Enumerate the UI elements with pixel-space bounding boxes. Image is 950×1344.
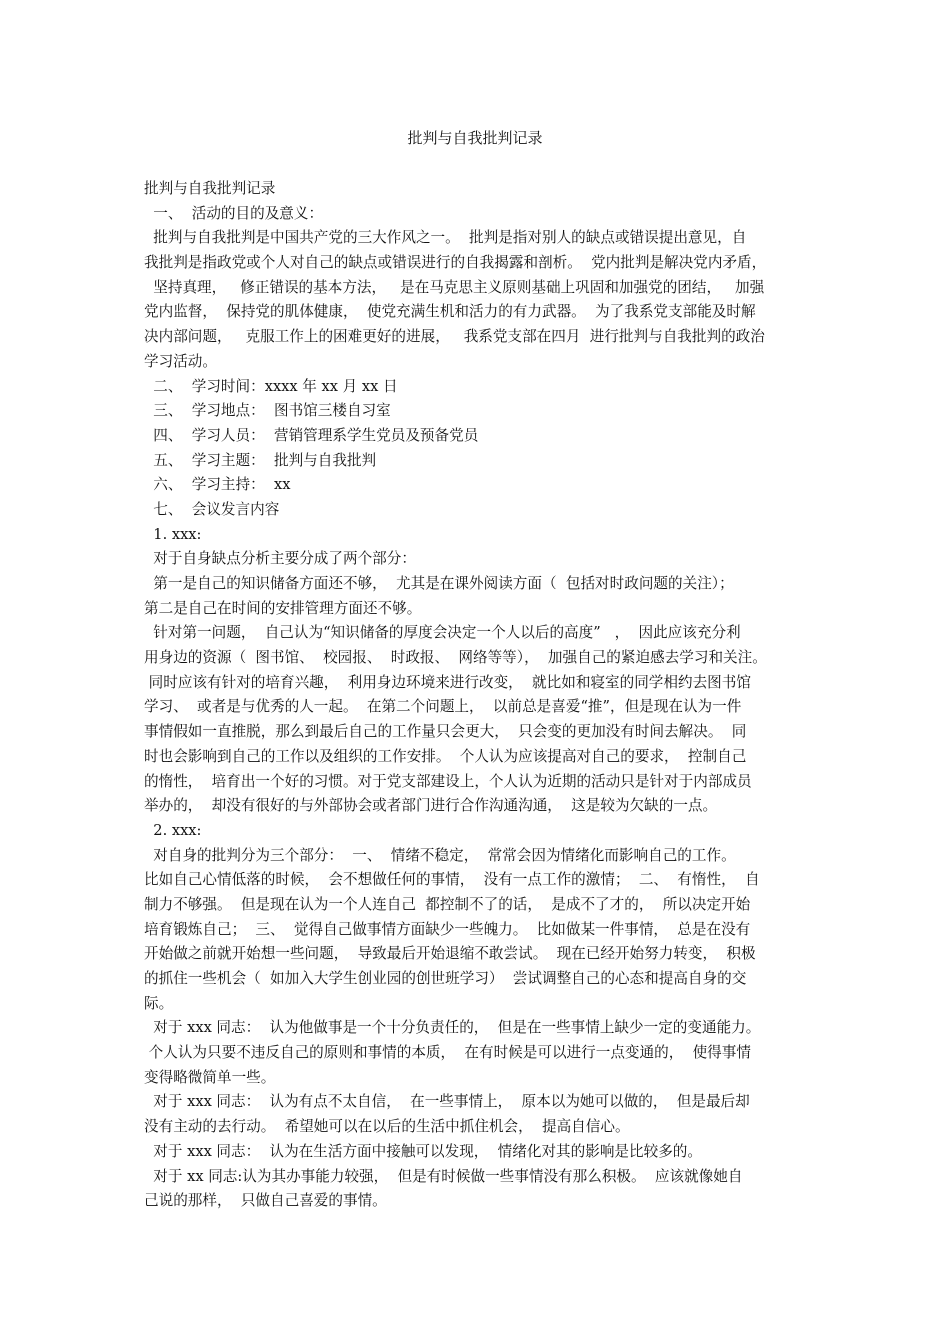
text-line: 第二是自己在时间的安排管理方面还不够。	[144, 599, 422, 617]
text-line: 比如自己心情低落的时候， 会不想做任何的事情， 没有一点工作的激情； 二、 有惰性， 自	[144, 871, 760, 889]
text-line: 同时应该有针对的培育兴趣， 利用身边环境来进行改变， 就比如和寝室的同学相约去图书馆	[144, 673, 751, 691]
text-line: 批判与自我批判记录	[144, 180, 276, 197]
text-line: 一、 活动的目的及意义：	[144, 204, 324, 222]
text-line: 时也会影响到自己的工作以及组织的工作安排。 个人认为应该提高对自己的要求， 控制自己	[144, 747, 747, 765]
text-line: 事情假如一直推脱，那么到最后自己的工作量只会更大， 只会变的更加没有时间去解决。 同	[144, 723, 747, 741]
text-line: 我批判是指政党或个人对自己的缺点或错误进行的自我揭露和剖析。 党内批判是解决党内矛盾，	[144, 254, 767, 272]
text-line: 己说的那样， 只做自己喜爱的事情。	[144, 1192, 387, 1210]
text-line: 培育锻炼自己； 三、 觉得自己做事情方面缺少一些魄力。 比如做某一件事情， 总是在没有	[144, 920, 751, 938]
text-line: 制力不够强。 但是现在认为一个人连自己 都控制不了的话， 是成不了才的， 所以决定开始	[144, 895, 751, 913]
text-line: 学习、 或者是与优秀的人一起。 在第二个问题上， 以前总是喜爱“推”，但是现在认为一件	[144, 698, 742, 716]
text-line: 对于 xxx 同志： 认为有点不太自信， 在一些事情上， 原本以为她可以做的， 但是最后却	[144, 1093, 750, 1111]
text-line: 六、 学习主持： xx	[144, 476, 291, 494]
text-line: 没有主动的去行动。 希望她可以在以后的生活中抓住机会， 提高自信心。	[144, 1118, 630, 1136]
text-line: 的抓住一些机会（ 如加入大学生创业园的创世班学习） 尝试调整自己的心态和提高自身的交	[144, 970, 747, 987]
text-line: 2. xxx:	[144, 821, 202, 839]
text-line: 二、 学习时间：xxxx 年 xx 月 xx 日	[144, 377, 398, 395]
text-line: 的惰性， 培育出一个好的习惯。对于党支部建设上，个人认为近期的活动只是针对于内部成员	[144, 772, 752, 790]
text-line: 五、 学习主题： 批判与自我批判	[144, 451, 377, 469]
text-line: 开始做之前就开始想一些问题， 导致最后开始退缩不敢尝试。 现在已经开始努力转变， 积极	[144, 945, 756, 963]
text-line: 学习活动。	[144, 352, 217, 370]
text-line: 坚持真理， 修正错误的基本方法， 是在马克思主义原则基础上巩固和加强党的团结， 加强	[144, 278, 765, 296]
text-line: 对于 xxx 同志： 认为在生活方面中接触可以发现， 情绪化对其的影响是比较多的。	[144, 1142, 702, 1160]
text-line: 第一是自己的知识储备方面还不够， 尤其是在课外阅读方面（ 包括对时政问题的关注）；	[144, 575, 734, 592]
text-line: 对自身的批判分为三个部分： 一、 情绪不稳定， 常常会因为情绪化而影响自己的工作。	[144, 846, 736, 864]
text-line: 举办的， 却没有很好的与外部协会或者部门进行合作沟通沟通， 这是较为欠缺的一点。	[144, 797, 718, 815]
text-line: 批判与自我批判是中国共产党的三大作风之一。 批判是指对别人的缺点或错误提出意见，自	[144, 229, 747, 247]
text-line: 对于 xx 同志:认为其办事能力较强， 但是有时候做一些事情没有那么积极。 应该就像她自	[144, 1167, 743, 1185]
text-line: 三、 学习地点： 图书馆三楼自习室	[144, 402, 391, 420]
text-line: 针对第一问题， 自己认为“知识储备的厚度会决定一个人以后的高度” ， 因此应该充分利	[144, 624, 741, 642]
text-line: 个人认为只要不违反自己的原则和事情的本质， 在有时候是可以进行一点变通的， 使得事情	[144, 1044, 751, 1062]
text-line: 党内监督， 保持党的肌体健康， 使党充满生机和活力的有力武器。 为了我系党支部能及时解	[144, 303, 756, 321]
text-line: 七、 会议发言内容	[144, 500, 280, 518]
text-line: 决内部问题， 克服工作上的困难更好的进展， 我系党支部在四月 进行批判与自我批判的政治	[144, 328, 765, 346]
text-line: 对于自身缺点分析主要分成了两个部分：	[144, 550, 416, 568]
text-line: 1. xxx:	[144, 525, 202, 543]
page-title: 批判与自我批判记录	[407, 129, 543, 147]
document-body	[144, 177, 824, 1214]
text-line: 际。	[144, 994, 174, 1012]
text-line: 对于 xxx 同志： 认为他做事是一个十分负责任的， 但是在一些事情上缺少一定的变通能力。	[144, 1019, 761, 1037]
text-line: 变得略微简单一些。	[144, 1068, 276, 1086]
text-line: 用身边的资源（ 图书馆、 校园报、 时政报、 网络等等）， 加强自己的紧迫感去学习和关注。	[144, 649, 767, 667]
text-line: 四、 学习人员： 营销管理系学生党员及预备党员	[144, 426, 479, 444]
